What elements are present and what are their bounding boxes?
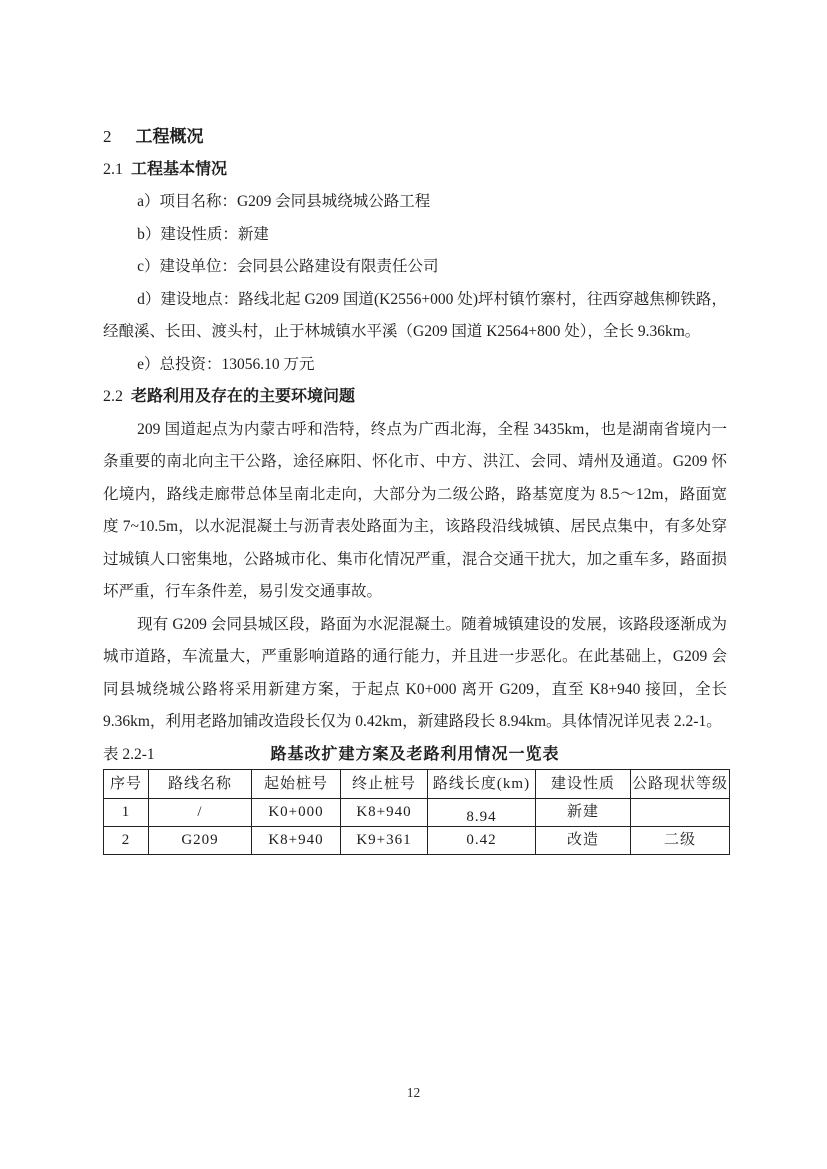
list-item-e: e）总投资：13056.10 万元 [137,355,315,373]
table-cell: 2 [104,826,149,854]
subsection-title: 老路利用及存在的主要环境问题 [131,388,356,405]
table-header-cell: 序号 [104,769,149,798]
table-header-cell: 终止桩号 [341,769,428,798]
table-row [104,826,730,854]
list-item-c: c）建设单位：会同县公路建设有限责任公司 [137,258,439,275]
list-item-a: a）项目名称：G209 会同县城绕城公路工程 [137,193,431,210]
subsection-number: 2.2 [103,388,123,405]
document-content [103,121,727,855]
table-cell: 新建 [536,798,631,826]
table-header-row [104,769,730,798]
section-number: 2 [103,127,112,146]
table-cell: K0+000 [252,798,341,826]
table-header-cell: 建设性质 [536,769,631,798]
list-item-b: b）建设性质：新建 [137,225,269,243]
table-cell: G209 [149,826,252,854]
section-heading-2 [103,121,727,154]
subsection-heading-2-1 [103,154,727,187]
table-header-cell: 路线名称 [149,769,252,798]
subsection-title: 工程基本情况 [131,160,228,178]
subsection-heading-2-2 [103,381,727,414]
subsection-number: 2.1 [103,160,123,178]
table-cell [631,798,730,826]
table-caption-label: 表 2.2-1 [103,745,155,763]
table-caption-title: 路基改扩建方案及老路利用情况一览表 [270,745,560,763]
table-row [104,798,730,826]
table-cell: K9+361 [341,826,428,854]
table-header-cell: 起始桩号 [252,769,341,798]
table-cell: 二级 [631,826,730,854]
table-cell [428,798,536,826]
table-cell: K8+940 [341,798,428,826]
paragraph-reconstruction-plan: 现有 G209 会同县城区段，路面为水泥混凝土。随着城镇建设的发展，该路段逐渐成为城市道路，车流量大，严重影响道路的通行能力，并且进一步恶化。在此基础上，G209 会同县城绕城公路将采用新建方案，于起点 K0+000 离开 G209，直至 K8+940 接回，全长 9.36km，利用老路加铺改造段长仅为 0.42km，新建路段长 8.94km。具体情况详见表 2.2-1。 [103,615,727,730]
section-title: 工程概况 [135,127,204,146]
list-item-d: d）建设地点：路线北起 G209 国道(K2556+000 处)坪村镇竹寨村，往西穿越焦柳铁路，经酿溪、长田、渡头村，止于林城镇水平溪（G209 国道 K2564+800 处），全长 9.36km。 [103,290,727,340]
paragraph-road-overview: 209 国道起点为内蒙古呼和浩特，终点为广西北海，全程 3435km，也是湖南省境内一条重要的南北向主干公路，途径麻阳、怀化市、中方、洪江、会同、靖州及通道。G209 怀化境内，路线走廊带总体呈南北走向，大部分为二级公路，路基宽度为 8.5～12m，路面宽度 7~10.5m，以水泥混凝土与沥青表处路面为主，该路段沿线城镇、居民点集中，有多处穿过城镇人口密集地，公路城市化、集市化情况严重，混合交通干扰大，加之重车多，路面损坏严重，行车条件差，易引发交通事故。 [103,420,727,600]
table-cell: / [149,798,252,826]
roadbed-reconstruction-table [103,769,730,855]
table-header-cell: 路线长度(km) [428,769,536,798]
table-header-cell: 公路现状等级 [631,769,730,798]
table-cell: 改造 [536,826,631,854]
table-caption [103,740,727,769]
table-cell: 1 [104,798,149,826]
table-cell: 0.42 [428,826,536,854]
table-cell: K8+940 [252,826,341,854]
table-cell-value: 8.94 [466,809,497,825]
page-number: 12 [406,1085,421,1100]
